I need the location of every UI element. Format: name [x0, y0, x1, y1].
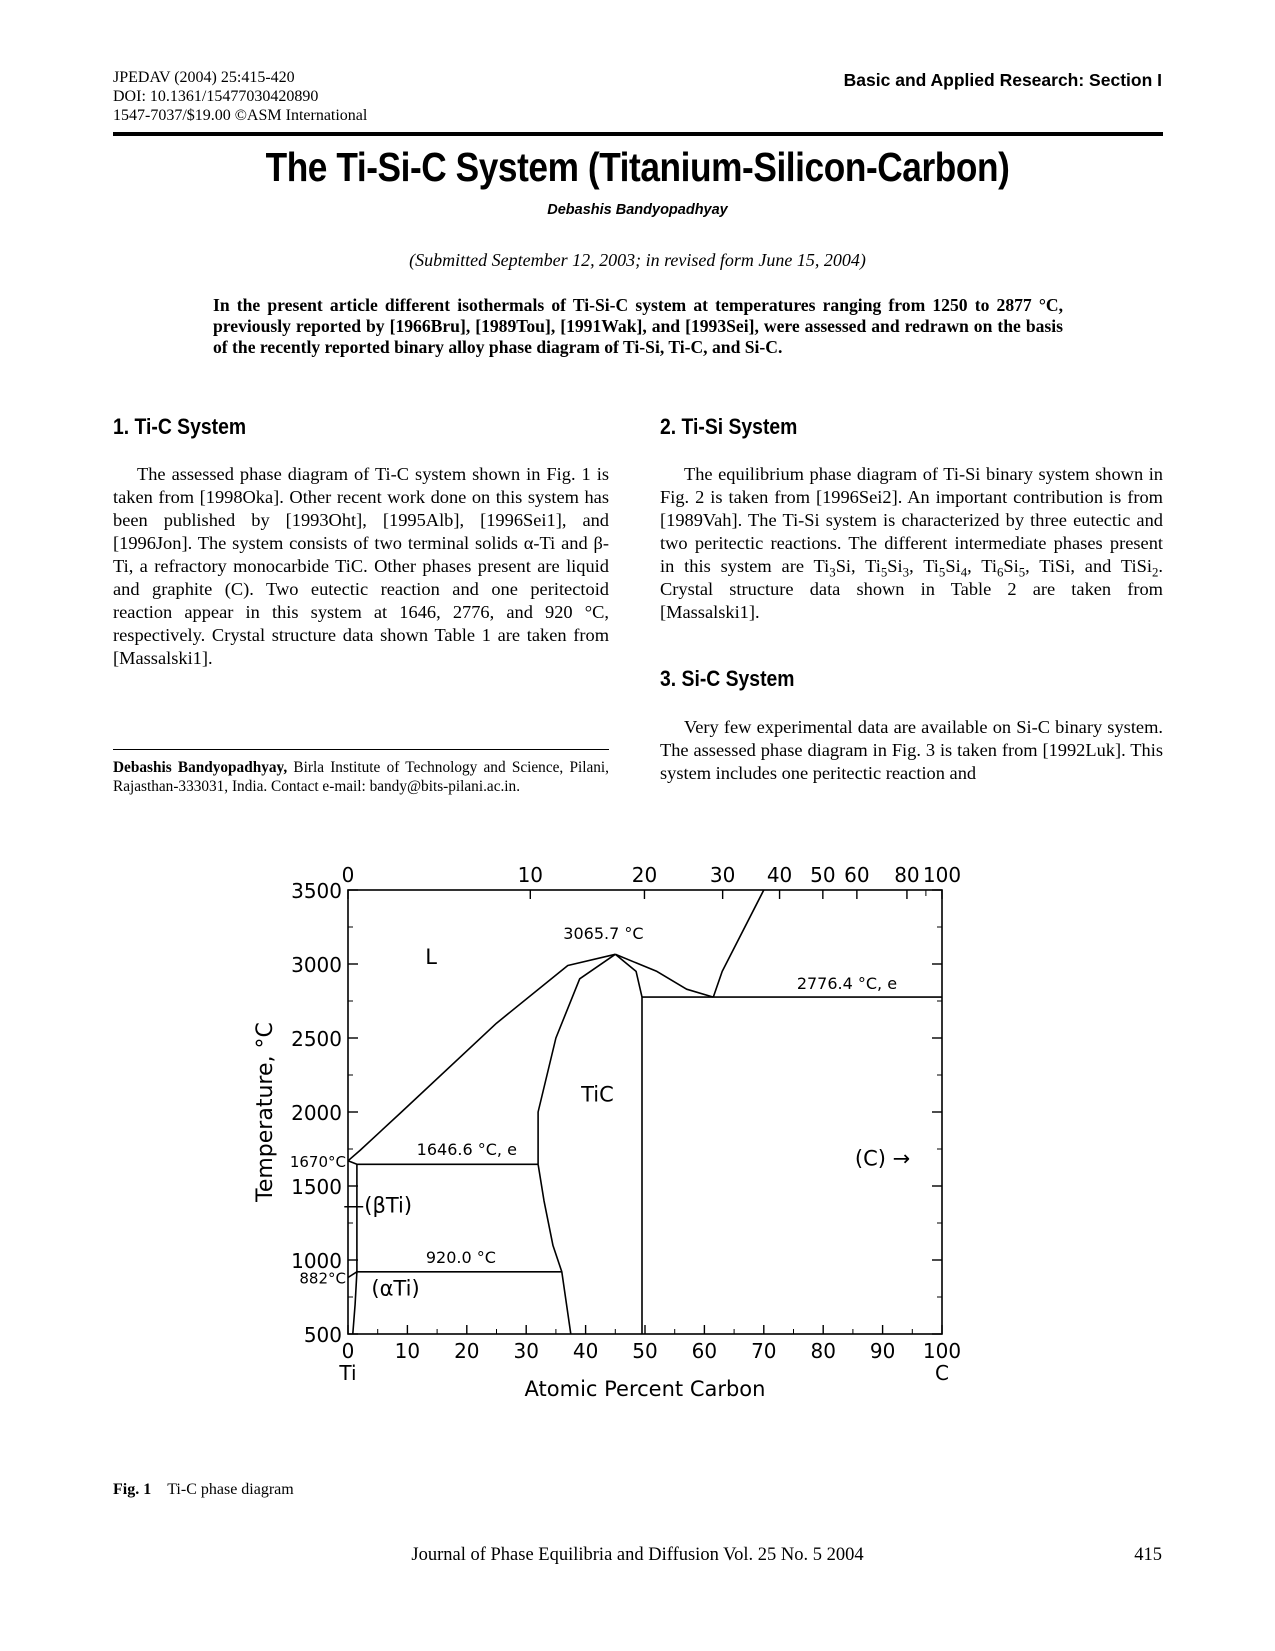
section-3-body: Very few experimental data are available on Si-C binary system. The assessed phase diagram in Fig. 3 is taken from [1992Luk]. This system includes one peritectic reaction and	[660, 717, 1163, 783]
phase-label: (αTi)	[371, 1276, 420, 1301]
article-author: Debashis Bandyopadhyay	[547, 202, 728, 218]
reaction-label: 3065.7 °C	[563, 923, 644, 943]
phase-label: L	[425, 945, 438, 969]
article-title: The Ti-Si-C System (Titanium-Silicon-Carbon)	[265, 144, 1010, 190]
author-affiliation	[113, 758, 609, 796]
y-tick-label: 1000	[291, 1249, 342, 1273]
phase-label: TiC	[581, 1082, 614, 1107]
header-rule	[113, 132, 1163, 136]
ti-c-phase-diagram	[240, 863, 1000, 1450]
affiliation-text: Birla Institute of Technology and Science, Pilani, Rajasthan-333031, India. Contact e-mail: bandy@bits-pilani.ac.in.	[113, 759, 609, 795]
page-number: 415	[1134, 1545, 1162, 1565]
journal-citation: JPEDAV (2004) 25:415-420	[113, 69, 295, 86]
phase-boundary-liquidus-tic-c-left	[615, 954, 713, 997]
section-2-body	[660, 463, 1163, 624]
journal-footer: Journal of Phase Equilibria and Diffusion Vol. 25 No. 5 2004	[411, 1545, 864, 1565]
phase-boundary-liquidus-ti-tic	[348, 954, 615, 1161]
x-tick-label: 80	[810, 1339, 836, 1363]
phase-label: (C) →	[854, 1146, 911, 1171]
figure-caption-text: Ti-C phase diagram	[167, 1481, 294, 1498]
affiliation-name: Debashis Bandyopadhyay,	[113, 759, 288, 776]
top-tick-label: 20	[631, 863, 658, 887]
top-tick-label: 60	[844, 863, 870, 887]
footnote-rule	[113, 749, 609, 750]
journal-meta	[113, 68, 367, 125]
y-tick-label: 2500	[291, 1027, 342, 1051]
abstract: In the present article different isothermals of Ti-Si-C system at temperatures ranging from 1250 to 2877 °C, previously reported by [1966Bru], [1989Tou], [1991Wak], and [1993Sei], were assessed and redrawn on the basis of the recently reported binary alloy phase diagram of Ti-Si, Ti-C, and Si-C.	[213, 295, 1063, 357]
x-tick-label: 70	[751, 1339, 777, 1363]
side-temperature-label: 882°C	[299, 1269, 346, 1288]
y-tick-label: 500	[303, 1323, 342, 1347]
reaction-label: 920.0 °C	[425, 1247, 496, 1267]
section-2-heading: 2. Ti-Si System	[660, 414, 798, 439]
y-tick-label: 3500	[291, 879, 342, 903]
figure-label: Fig. 1	[113, 1481, 152, 1498]
reaction-label: 1646.6 °C, e	[416, 1139, 517, 1159]
section-1-heading: 1. Ti-C System	[113, 414, 247, 439]
top-tick-label: 50	[810, 863, 836, 887]
x-axis-left-end: Ti	[339, 1361, 357, 1385]
phase-boundary-alpha-beta	[348, 1272, 357, 1278]
journal-doi: DOI: 10.1361/15477030420890	[113, 88, 319, 105]
section-2-body-a: The equilibrium phase diagram of Ti-Si binary system shown in Fig. 2 is taken from [1996Sei2]. An important contribution is from [1989Vah]. The Ti-Si system is characterized by three eutectic and two peritectic reactions. The different intermediate phases present in this system are	[660, 464, 1163, 576]
side-temperature-label: 1670°C	[289, 1152, 346, 1171]
phase-label: —(βTi)	[343, 1193, 413, 1218]
top-tick-label: 100	[922, 863, 962, 887]
submission-dates: (Submitted September 12, 2003; in revised form June 15, 2004)	[409, 250, 866, 270]
reaction-label: 2776.4 °C, e	[796, 974, 898, 994]
top-tick-label: 30	[709, 863, 736, 887]
x-tick-label: 100	[922, 1339, 962, 1363]
top-tick-label: 80	[894, 863, 920, 887]
plot-frame	[348, 890, 942, 1334]
y-tick-label: 1500	[291, 1175, 342, 1199]
phase-boundary-tic-left-solvus	[538, 1164, 571, 1334]
x-tick-label: 60	[691, 1339, 718, 1363]
x-tick-label: 30	[513, 1339, 539, 1363]
y-tick-label: 3000	[291, 953, 342, 977]
phase-boundary-tic-left-solidus	[538, 954, 615, 1164]
journal-issn: 1547-7037/$19.00 ©ASM International	[113, 107, 368, 124]
x-tick-label: 50	[632, 1339, 658, 1363]
section-3-heading: 3. Si-C System	[660, 666, 795, 691]
y-tick-label: 2000	[291, 1101, 342, 1125]
phase-boundary-alpha-ti-boundary	[353, 1272, 357, 1334]
phase-boundary-liquidus-c	[713, 890, 764, 997]
x-axis-title: Atomic Percent Carbon	[524, 1377, 766, 1401]
x-tick-label: 20	[454, 1339, 480, 1363]
top-tick-label: 10	[517, 863, 544, 887]
top-tick-label: 40	[766, 863, 793, 887]
x-axis-right-end: C	[935, 1361, 949, 1385]
x-tick-label: 90	[869, 1339, 896, 1363]
top-tick-label: 0	[341, 863, 355, 887]
section-2-body-b: . Crystal structure data shown in Table 2 are taken from [Massalski1].	[660, 556, 1163, 622]
section-heading: Basic and Applied Research: Section I	[843, 70, 1162, 90]
y-axis-title: Temperature, °C	[253, 1022, 278, 1202]
x-tick-label: 40	[572, 1339, 599, 1363]
section-1-body: The assessed phase diagram of Ti-C system shown in Fig. 1 is taken from [1998Oka]. Other recent work done on this system has been published by [1993Oht], [1995Alb], [1996Sei1], and [1996Jon]. The system consists of two terminal solids α-Ti and β-Ti, a refractory monocarbide TiC. Other phases present are liquid and graphite (C). Two eutectic reaction and one peritectoid reaction appear in this system at 1646, 2776, and 920 °C, respectively. Crystal structure data shown Table 1 are taken from [Massalski1].	[113, 464, 609, 668]
phase-boundary-tic-right-boundary	[615, 954, 642, 1334]
x-tick-label: 10	[394, 1339, 421, 1363]
x-tick-label: 0	[341, 1339, 355, 1363]
phase-list: $Ti_3Si$, $Ti_5Si_3$, $Ti_5Si_4$, $Ti_6Si_5$, TiSi, and TiSi$_2$	[813, 556, 1159, 580]
figure-caption	[113, 1481, 294, 1499]
